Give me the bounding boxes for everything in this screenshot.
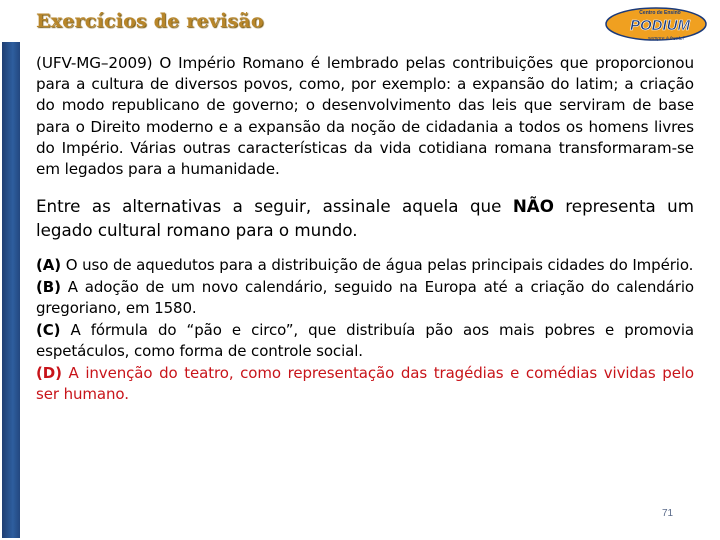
question-text: [36, 194, 694, 242]
left-sidebar-bar: [2, 42, 20, 538]
option-b: [36, 277, 694, 320]
slide-content: [36, 53, 694, 406]
option-a-key: (A): [36, 256, 62, 275]
question-before: Entre as alternativas a seguir, assinale aquela que: [36, 196, 513, 217]
answer-options: [36, 255, 694, 406]
option-c: [36, 320, 694, 363]
question-emphasis: NÃO: [512, 196, 554, 217]
option-c-key: (C): [36, 320, 61, 339]
slide-title: Exercícios de revisão: [36, 10, 264, 32]
option-b-key: (B): [36, 277, 61, 296]
option-d-text: A invenção do teatro, como representação das tragédias e comédias vividas pelo ser humano.: [36, 363, 694, 404]
option-a: [36, 255, 694, 277]
podium-logo: [600, 2, 712, 48]
context-paragraph: (UFV-MG–2009) O Império Romano é lembrado pelas contribuições que proporcionou para a cultura de diversos povos, como, por exemplo: a expansão do latim; a criação do modo republicano de governo; o desenvolvimento das leis que serviram de base para o Direito moderno e a expansão da noção de cidadania a todos os homens livres do Império. Várias outras características da vida cotidiana romana transformaram-se em legados para a humanidade.: [36, 54, 694, 179]
page-number: 71: [662, 508, 674, 519]
logo-tagline: sempre à frente!: [647, 36, 685, 42]
option-d: [36, 363, 694, 406]
option-d-key: (D): [36, 363, 62, 382]
logo-name: PODIUM: [630, 17, 690, 34]
option-c-text: A fórmula do “pão e circo”, que distribuía pão aos mais pobres e promovia espetáculos, como forma de controle social.: [36, 320, 694, 361]
option-b-text: A adoção de um novo calendário, seguido na Europa até a criação do calendário gregoriano, em 1580.: [36, 277, 694, 318]
option-a-text: O uso de aquedutos para a distribuição de água pelas principais cidades do Império.: [61, 256, 694, 275]
question-after: representa um legado cultural romano para o mundo.: [36, 196, 694, 241]
logo-line1: Centro de Ensino: [639, 10, 681, 16]
